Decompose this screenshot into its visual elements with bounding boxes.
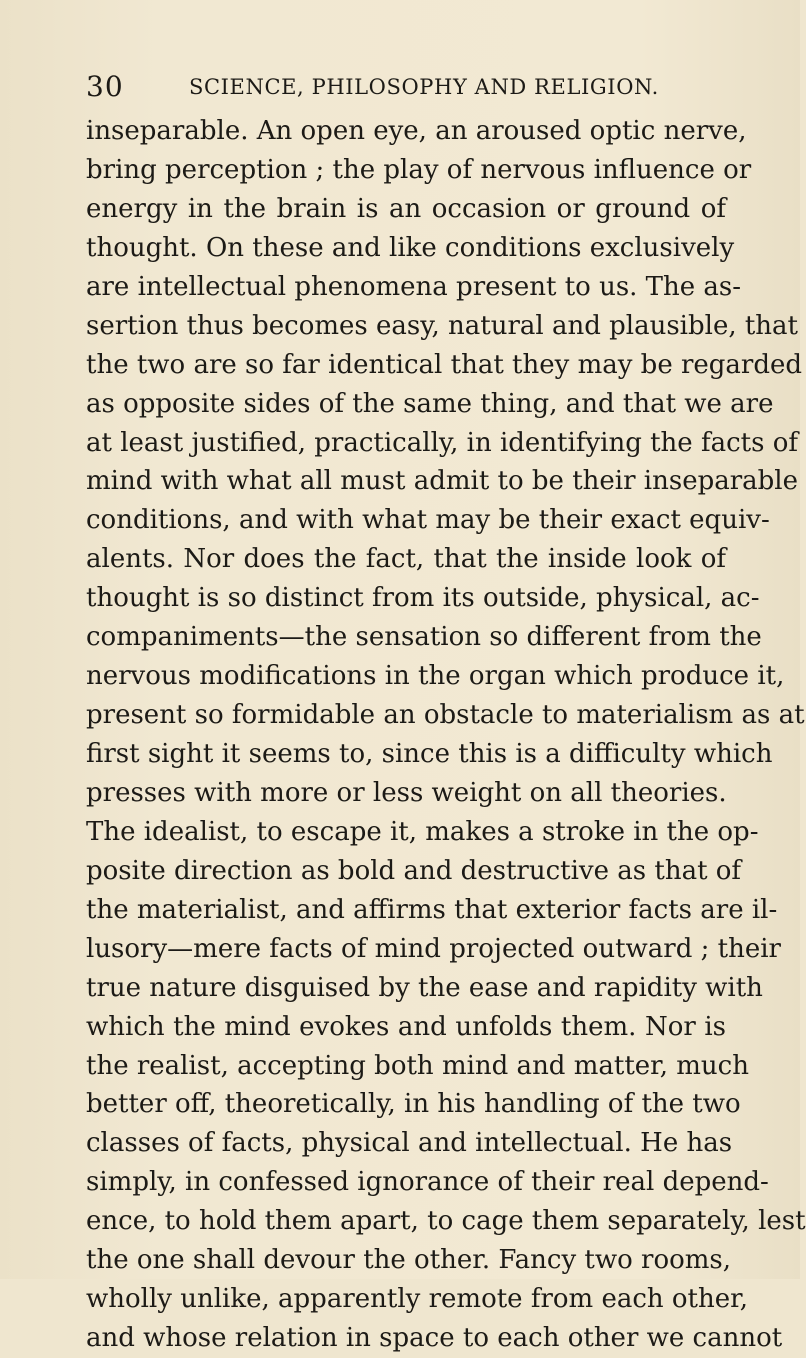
text-line: and whose relation in space to each other we cannot bbox=[86, 1323, 783, 1354]
text-line: better off, theoretically, in his handling of the two bbox=[86, 1089, 741, 1120]
text-line: conditions, and with what may be their exact equiv- bbox=[86, 505, 770, 536]
text-line: simply, in confessed ignorance of their real depend- bbox=[86, 1167, 769, 1198]
text-line: sertion thus becomes easy, natural and plausible, that bbox=[86, 310, 799, 341]
text-line: the materialist, and affirms that exterior facts are il- bbox=[86, 894, 778, 925]
text-line: lusory—mere facts of mind projected outward ; their bbox=[86, 933, 781, 964]
text-line: first sight it seems to, since this is a difficulty which bbox=[86, 739, 773, 769]
text-line: wholly unlike, apparently remote from each other, bbox=[86, 1284, 748, 1315]
text-line: mind with what all must admit to be their inseparable bbox=[86, 466, 799, 497]
text-line: true nature disguised by the ease and rapidity with bbox=[86, 972, 763, 1003]
text-line: the one shall devour the other. Fancy two rooms, bbox=[86, 1245, 732, 1276]
text-line: energy in the brain is an occasion or ground of bbox=[86, 193, 726, 224]
text-line: at least justified, practically, in identifying the facts of bbox=[86, 427, 798, 458]
page-number: 30 bbox=[86, 70, 124, 103]
text-line: present so formidable an obstacle to materialism as at bbox=[86, 700, 805, 731]
text-line: The idealist, to escape it, makes a stroke in the op- bbox=[86, 816, 759, 847]
running-title: SCIENCE, PHILOSOPHY AND RELIGION. bbox=[189, 75, 659, 99]
text-line: classes of facts, physical and intellectual. He has bbox=[86, 1128, 733, 1159]
text-line: the two are so far identical that they may be regarded bbox=[86, 349, 803, 380]
text-line: which the mind evokes and unfolds them. Nor is bbox=[86, 1011, 726, 1042]
page-header bbox=[86, 66, 726, 106]
text-line: thought. On these and like conditions exclusively bbox=[86, 232, 735, 263]
text-line: inseparable. An open eye, an aroused optic nerve, bbox=[86, 116, 747, 146]
text-line: bring perception ; the play of nervous influence or bbox=[86, 154, 752, 185]
text-line: ence, to hold them apart, to cage them separately, lest bbox=[86, 1206, 806, 1237]
text-line: thought is so distinct from its outside, physical, ac- bbox=[86, 583, 760, 614]
text-line: posite direction as bold and destructive as that of bbox=[86, 855, 742, 886]
text-line: companiments—the sensation so different from the bbox=[86, 622, 762, 653]
text-line: the realist, accepting both mind and matter, much bbox=[86, 1050, 749, 1081]
body-text bbox=[86, 112, 806, 1358]
text-line: as opposite sides of the same thing, and that we are bbox=[86, 388, 774, 419]
text-line: nervous modifications in the organ which produce it, bbox=[86, 661, 785, 692]
text-line: presses with more or less weight on all theories. bbox=[86, 777, 727, 808]
text-line: are intellectual phenomena present to us. The as- bbox=[86, 271, 742, 302]
text-line: alents. Nor does the fact, that the inside look of bbox=[86, 544, 726, 575]
